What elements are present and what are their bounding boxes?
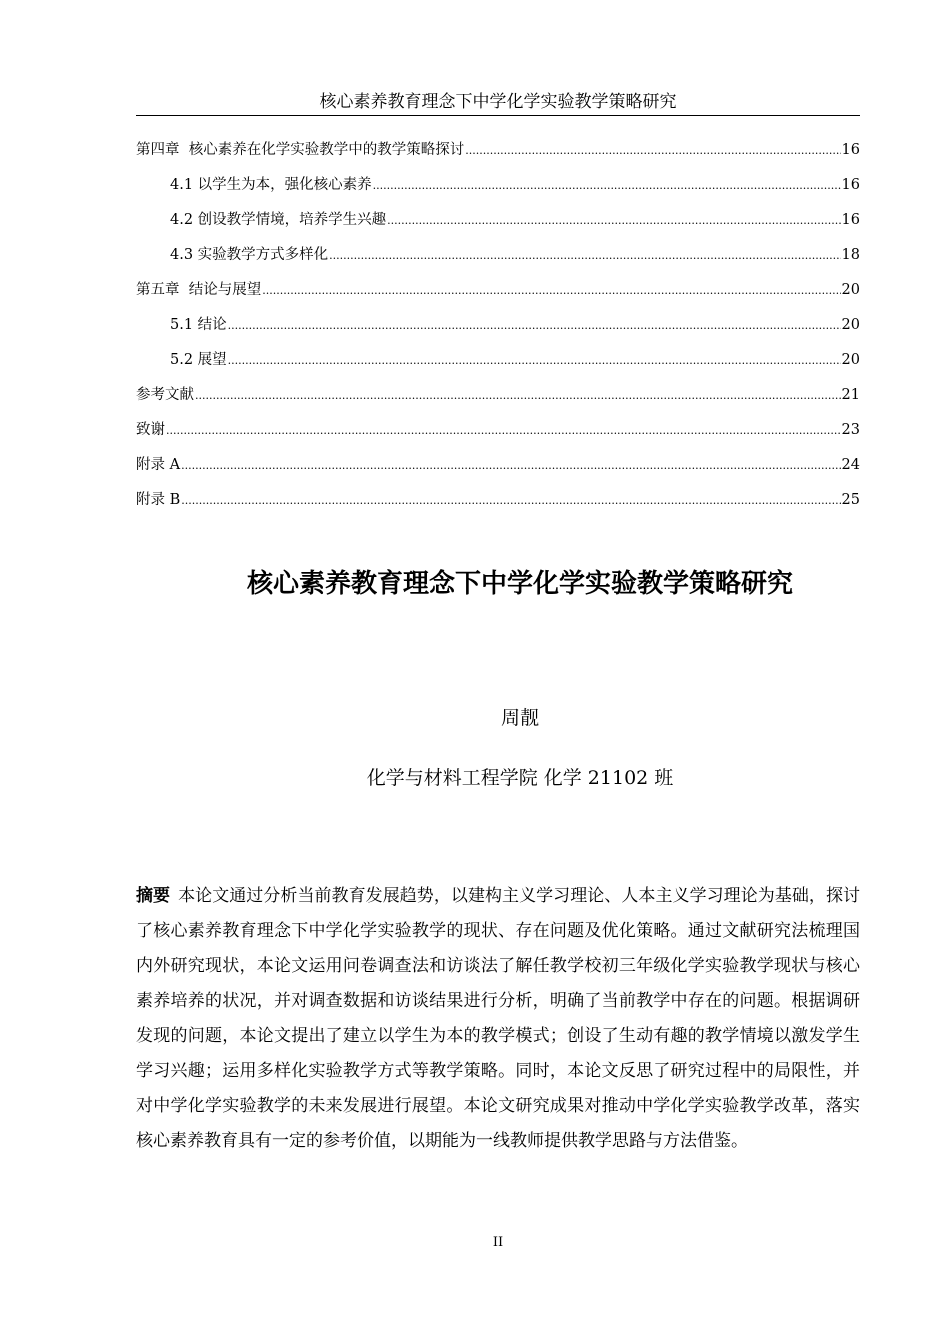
table-of-contents (136, 139, 860, 524)
toc-leader (195, 384, 841, 407)
toc-entry[interactable] (136, 454, 860, 489)
toc-entry-page: 16 (841, 142, 860, 158)
toc-leader (181, 489, 840, 512)
toc-entry-title: 附录 A (136, 457, 181, 473)
toc-entry-page: 21 (841, 387, 860, 403)
header-rule (136, 115, 860, 116)
abstract-text: 本论文通过分析当前教育发展趋势，以建构主义学习理论、人本主义学习理论为基础，探讨了核心素养教育理念下中学化学实验教学的现状、存在问题及优化策略。通过文献研究法梳理国内外研究现状，本论文运用问卷调查法和访谈法了解任教学校初三年级化学实验教学现状与核心素养培养的状况，并对调查数据和访谈结果进行分析，明确了当前教学中存在的问题。根据调研发现的问题，本论文提出了建立以学生为本的教学模式；创设了生动有趣的教学情境以激发学生学习兴趣；运用多样化实验教学方式等教学策略。同时，本论文反思了研究过程中的局限性，并对中学化学实验教学的未来发展进行展望。本论文研究成果对推动中学化学实验教学改革，落实核心素养教育具有一定的参考价值，以期能为一线教师提供教学思路与方法借鉴。 (136, 886, 861, 1151)
toc-leader (228, 349, 841, 372)
toc-entry-title: 致谢 (136, 422, 165, 438)
abstract (136, 879, 860, 1159)
author-affiliation: 化学与材料工程学院 化学 21102 班 (366, 767, 674, 789)
toc-leader (181, 454, 840, 477)
toc-entry-title: 参考文献 (136, 387, 194, 403)
paper-title: 核心素养教育理念下中学化学实验教学策略研究 (246, 569, 793, 599)
page-number: II (492, 1235, 504, 1250)
toc-entry-page: 24 (841, 457, 860, 473)
abstract-label: 摘要 (136, 886, 171, 906)
toc-entry-page: 20 (841, 352, 860, 368)
toc-entry[interactable] (136, 314, 860, 349)
author-name: 周靓 (500, 707, 539, 729)
toc-entry-title: 4.2 创设教学情境，培养学生兴趣 (170, 212, 387, 228)
toc-entry-title: 附录 B (136, 492, 181, 508)
toc-entry-page: 20 (841, 282, 860, 298)
toc-entry[interactable] (136, 419, 860, 454)
toc-entry[interactable] (136, 139, 860, 174)
toc-entry-page: 18 (841, 247, 860, 263)
toc-leader (387, 209, 840, 232)
toc-leader (262, 279, 840, 302)
toc-entry-page: 20 (841, 317, 860, 333)
toc-leader (465, 139, 840, 162)
toc-entry[interactable] (136, 489, 860, 524)
toc-leader (373, 174, 841, 197)
toc-entry[interactable] (136, 349, 860, 384)
toc-entry-title: 5.2 展望 (170, 352, 227, 368)
toc-entry[interactable] (136, 384, 860, 419)
running-header: 核心素养教育理念下中学化学实验教学策略研究 (319, 92, 677, 112)
toc-entry-page: 25 (841, 492, 860, 508)
toc-leader (166, 419, 841, 442)
toc-entry-title: 第四章 核心素养在化学实验教学中的教学策略探讨 (136, 142, 465, 158)
toc-entry-page: 23 (841, 422, 860, 438)
toc-entry-page: 16 (841, 177, 860, 193)
toc-entry-title: 4.3 实验教学方式多样化 (170, 247, 329, 263)
toc-leader (329, 244, 840, 267)
toc-entry[interactable] (136, 174, 860, 209)
toc-entry-title: 4.1 以学生为本，强化核心素养 (170, 177, 372, 193)
toc-entry-title: 5.1 结论 (170, 317, 227, 333)
toc-entry[interactable] (136, 279, 860, 314)
toc-leader (228, 314, 841, 337)
toc-entry[interactable] (136, 244, 860, 279)
toc-entry-page: 16 (841, 212, 860, 228)
toc-entry-title: 第五章 结论与展望 (136, 282, 262, 298)
toc-entry[interactable] (136, 209, 860, 244)
